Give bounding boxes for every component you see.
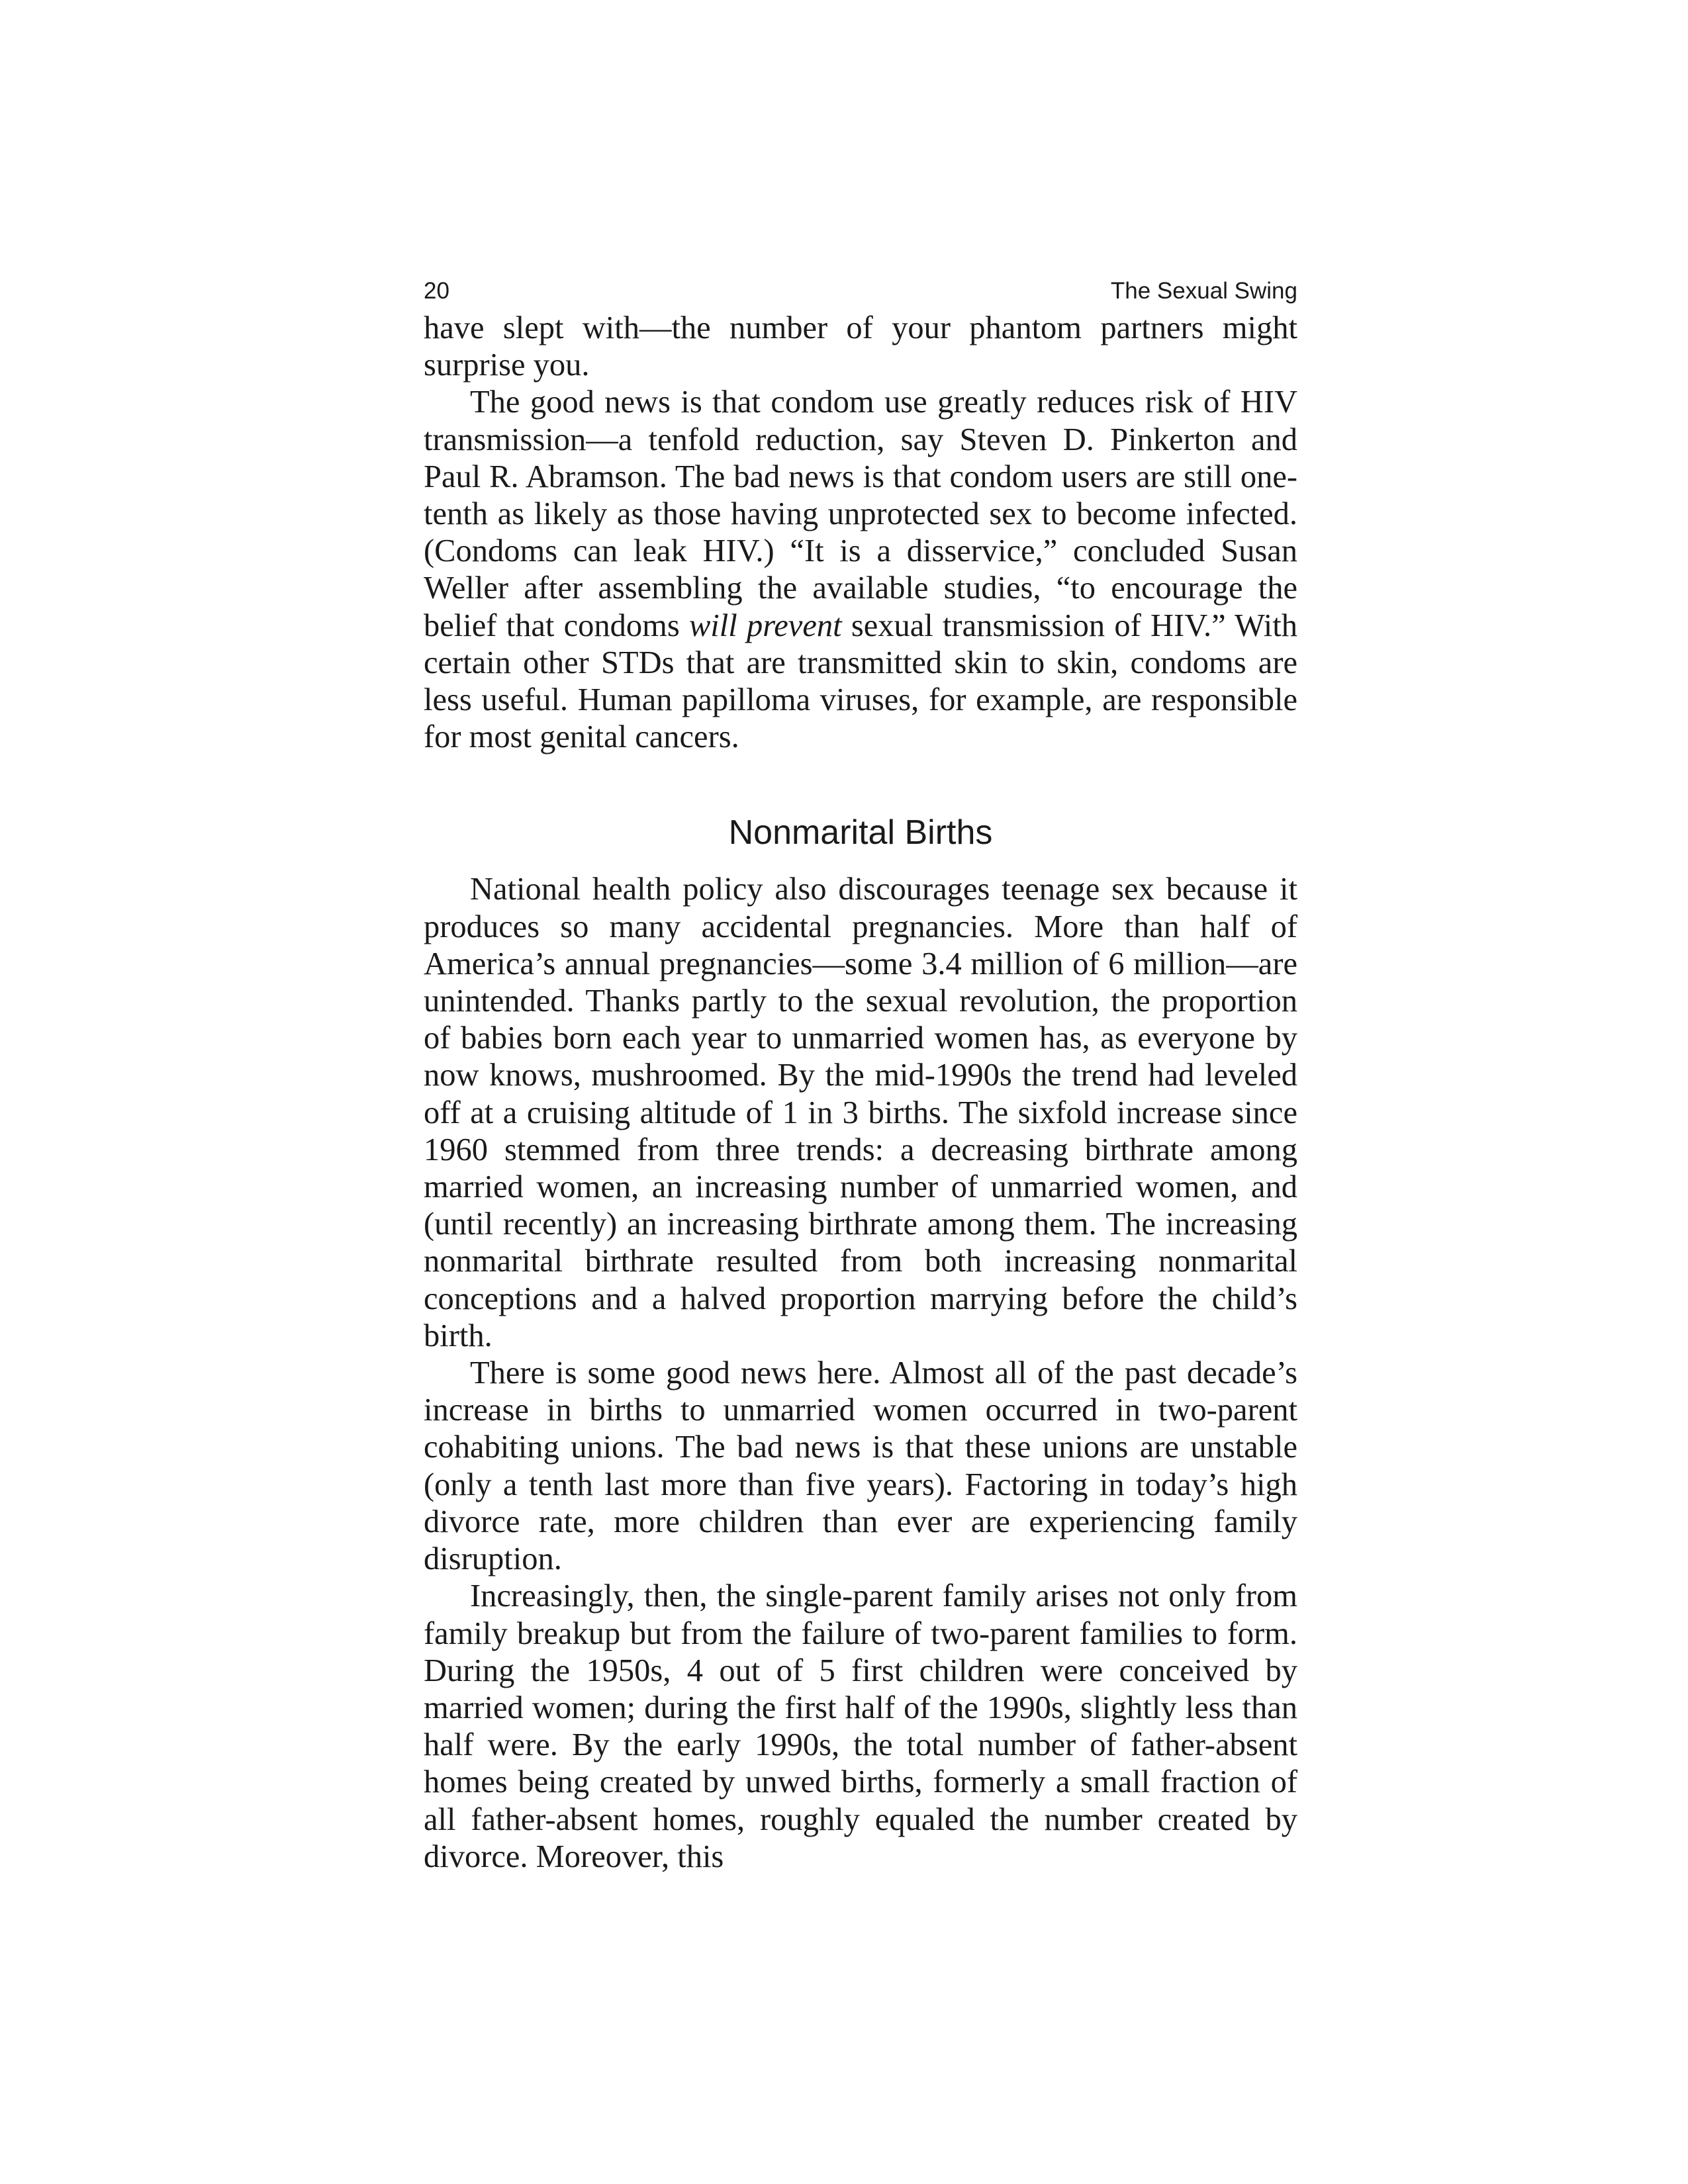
paragraph-text: The good news is that condom use greatly reduces risk of HIV transmission—a tenfold reduction, say Steven D. Pinkerton and Paul R. Abramson. The bad news is that condom users are still one-tenth as likely as those having unprotected sex to become infected. (Condoms can leak HIV.) “It is a disservice,” concluded Susan Weller after assembling the available studies, “to encourage the belief that condoms	[424, 385, 1297, 643]
paragraph-policy: National health policy also discourages teenage sex because it produces so many accidental pregnancies. More than half of America’s annual pregnancies—some 3.4 million of 6 million—are unintended. Thanks partly to the sexual revolution, the proportion of babies born each year to unmarried women has, as everyone by now knows, mushroomed. By the mid-1990s the trend had leveled off at a cruising altitude of 1 in 3 births. The sixfold increase since 1960 stemmed from three trends: a decreasing birthrate among married women, an increasing number of unmarried women, and (until recently) an increasing birthrate among them. The increasing nonmarital birthrate resulted from both increasing nonmarital conceptions and a halved proportion marrying before the child’s birth.	[424, 872, 1297, 1353]
section-heading: Nonmarital Births	[728, 813, 993, 852]
body-text	[424, 310, 1297, 1876]
paragraph-good-news: There is some good news here. Almost all of the past decade’s increase in births to unmarried women occurred in two-parent cohabiting unions. The bad news is that these unions are unstable (only a tenth last more than five years). Factoring in today’s high divorce rate, more children than ever are experiencing family disruption.	[424, 1355, 1297, 1577]
paragraph-text: sexual transmission of HIV.” With certain other STDs that are transmitted skin to skin, condoms are less useful. Human papilloma viruses, for example, are responsible for most genital cancers.	[424, 608, 1298, 755]
paragraph-condoms	[424, 384, 1297, 756]
paragraph-continued: have slept with—the number of your phantom partners might surprise you.	[424, 310, 1297, 383]
running-head	[424, 278, 1297, 304]
emphasis-text: will prevent	[688, 608, 842, 643]
running-title: The Sexual Swing	[1110, 278, 1297, 304]
page-number: 20	[424, 278, 449, 304]
book-page	[424, 278, 1297, 1876]
paragraph-single-parent: Increasingly, then, the single-parent family arises not only from family breakup but from the failure of two-parent families to form. During the 1950s, 4 out of 5 first children were conceived by married women; during the first half of the 1990s, slightly less than half were. By the early 1990s, the total number of father-absent homes being created by unwed births, formerly a small fraction of all father-absent homes, roughly equaled the number created by divorce. Moreover, this	[424, 1578, 1297, 1874]
